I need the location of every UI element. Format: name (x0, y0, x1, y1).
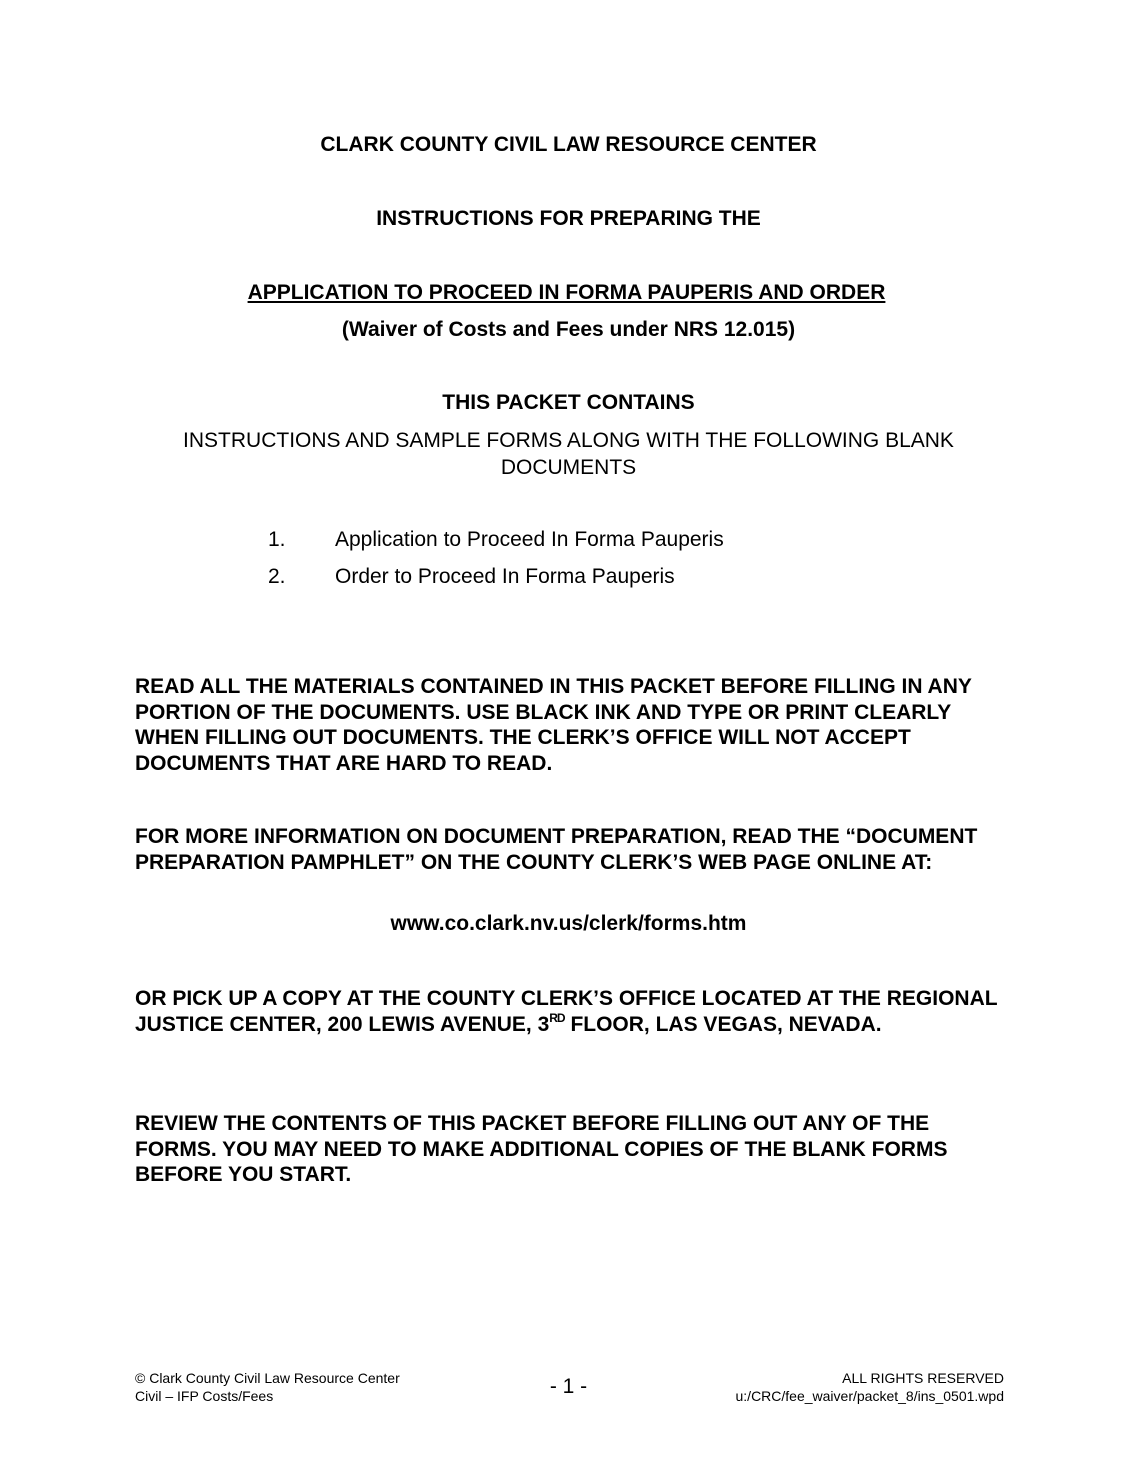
packet-description-line2: DOCUMENTS (500, 456, 637, 479)
packet-description-line1: INSTRUCTIONS AND SAMPLE FORMS ALONG WITH THE FOLLOWING BLANK (183, 429, 954, 452)
clerk-forms-link[interactable]: www.co.clark.nv.us/clerk/forms.htm (390, 912, 747, 935)
document-title (0, 281, 1137, 305)
footer-category: Civil – IFP Costs/Fees (135, 1388, 274, 1404)
review-paragraph: REVIEW THE CONTENTS OF THIS PACKET BEFORE FILLING OUT ANY OF THE FORMS. YOU MAY NEED TO MAKE ADDITIONAL COPIES OF THE BLANK FORMS BEFORE YOU START. (135, 1112, 948, 1186)
list-item-number: 1. (268, 528, 286, 551)
footer-file-path: u:/CRC/fee_waiver/packet_8/ins_0501.wpd (735, 1388, 1004, 1404)
pickup-paragraph (135, 986, 1015, 1040)
list-item (0, 528, 1137, 554)
footer-copyright: © Clark County Civil Law Resource Center (135, 1370, 400, 1386)
document-title-text: APPLICATION TO PROCEED IN FORMA PAUPERIS AND ORDER (247, 281, 886, 304)
pickup-text-part2: FLOOR, LAS VEGAS, NEVADA. (564, 1012, 882, 1036)
resource-center-title: CLARK COUNTY CIVIL LAW RESOURCE CENTER (320, 133, 817, 156)
footer-right (736, 1369, 1005, 1405)
page-number: - 1 - (549, 1375, 588, 1398)
pickup-text-part1: OR PICK UP A COPY AT THE COUNTY CLERK’S OFFICE LOCATED AT THE REGIONAL JUSTICE CENTER, 200 LEWIS AVENUE, 3 (135, 987, 998, 1036)
list-item-text: Order to Proceed In Forma Pauperis (335, 565, 675, 588)
list-item-number: 2. (268, 565, 286, 588)
ordinal-superscript: RD (549, 1010, 565, 1025)
footer-rights: ALL RIGHTS RESERVED (842, 1370, 1004, 1386)
packet-heading: THIS PACKET CONTAINS (442, 391, 695, 414)
list-item-text: Application to Proceed In Forma Pauperis (335, 528, 724, 551)
instructions-heading: INSTRUCTIONS FOR PREPARING THE (376, 207, 761, 230)
read-all-paragraph: READ ALL THE MATERIALS CONTAINED IN THIS PACKET BEFORE FILLING IN ANY PORTION OF THE DOCUMENTS. USE BLACK INK AND TYPE OR PRINT CLEARLY WHEN FILLING OUT DOCUMENTS. THE CLERK’S OFFICE WILL NOT ACCEPT DOCUMENTS THAT ARE HARD TO READ. (135, 675, 972, 775)
more-info-paragraph: FOR MORE INFORMATION ON DOCUMENT PREPARATION, READ THE “DOCUMENT PREPARATION PAMPHLET” ON THE COUNTY CLERK’S WEB PAGE ONLINE AT: (135, 825, 978, 874)
document-subtitle: (Waiver of Costs and Fees under NRS 12.015) (341, 318, 796, 341)
list-item (0, 565, 1137, 591)
